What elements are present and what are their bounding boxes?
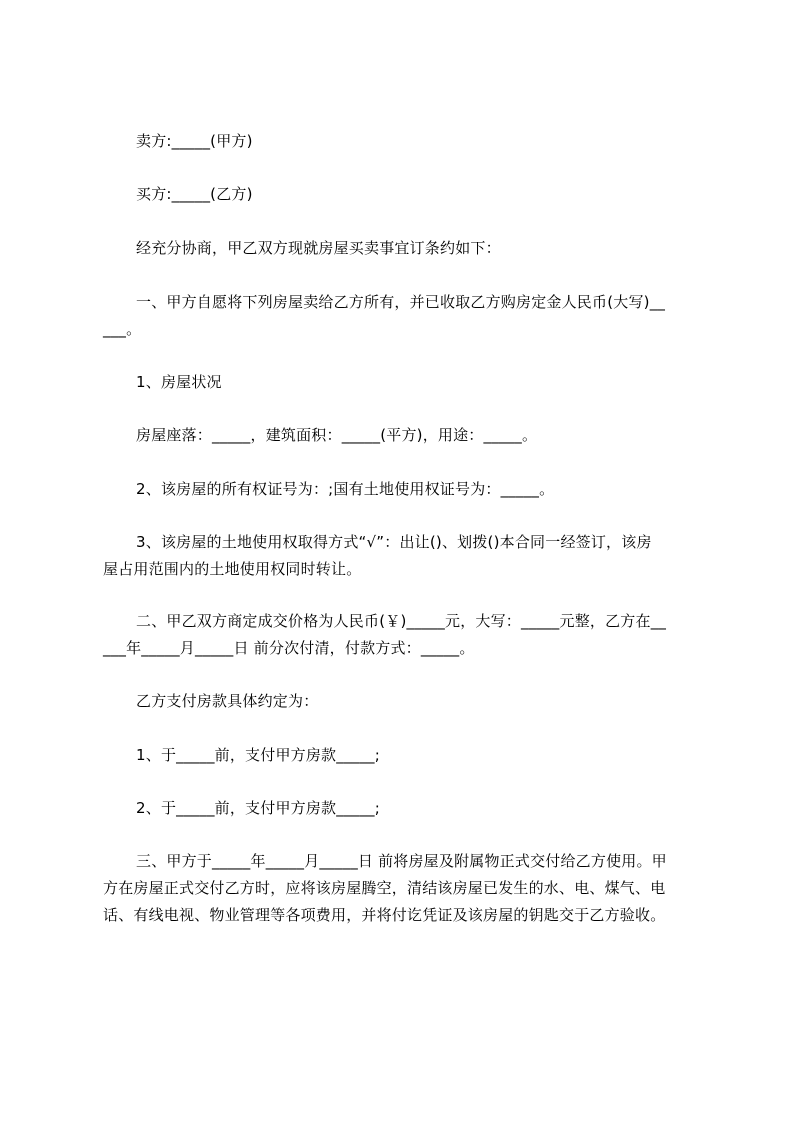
seller-line: 卖方:_____(甲方) — [136, 132, 253, 150]
item-2-line: 2、该房屋的所有权证号为：;国有土地使用权证号为：_____。 — [136, 480, 555, 498]
payment-item-1: 1、于_____前，支付甲方房款_____; — [136, 746, 380, 764]
clause-3-line-3: 话、有线电视、物业管理等各项费用，并将付讫凭证及该房屋的钥匙交于乙方验收。 — [103, 906, 666, 924]
clause-1-line-2: ___。 — [103, 320, 142, 338]
item-3-line-2: 屋占用范围内的土地使用权同时转让。 — [103, 560, 362, 578]
item-1-title: 1、房屋状况 — [136, 373, 222, 391]
clause-1-line-1: 一、甲方自愿将下列房屋卖给乙方所有，并已收取乙方购房定金人民币(大写)__ — [136, 293, 666, 311]
item-1-detail: 房屋座落：_____，建筑面积：_____(平方)，用途：_____。 — [136, 426, 538, 444]
clause-3-line-1: 三、甲方于_____年_____月_____日 前将房屋及附属物正式交付给乙方使用。甲 — [136, 852, 667, 870]
buyer-line: 买方:_____(乙方) — [136, 185, 253, 203]
item-3-line-1: 3、该房屋的土地使用权取得方式“√”：出让()、划拨()本合同一经签订，该房 — [136, 533, 652, 551]
payment-item-2: 2、于_____前，支付甲方房款_____; — [136, 799, 380, 817]
clause-2-line-2: ___年_____月_____日 前分次付清，付款方式：_____。 — [103, 639, 475, 657]
clause-3-line-2: 方在房屋正式交付乙方时，应将该房屋腾空，清结该房屋已发生的水、电、煤气、电 — [103, 879, 666, 897]
clause-2-line-1: 二、甲乙双方商定成交价格为人民币(￥)_____元，大写：_____元整，乙方在__ — [136, 612, 667, 630]
intro-paragraph: 经充分协商，甲乙双方现就房屋买卖事宜订条约如下： — [136, 239, 501, 257]
payment-intro: 乙方支付房款具体约定为： — [136, 692, 319, 710]
